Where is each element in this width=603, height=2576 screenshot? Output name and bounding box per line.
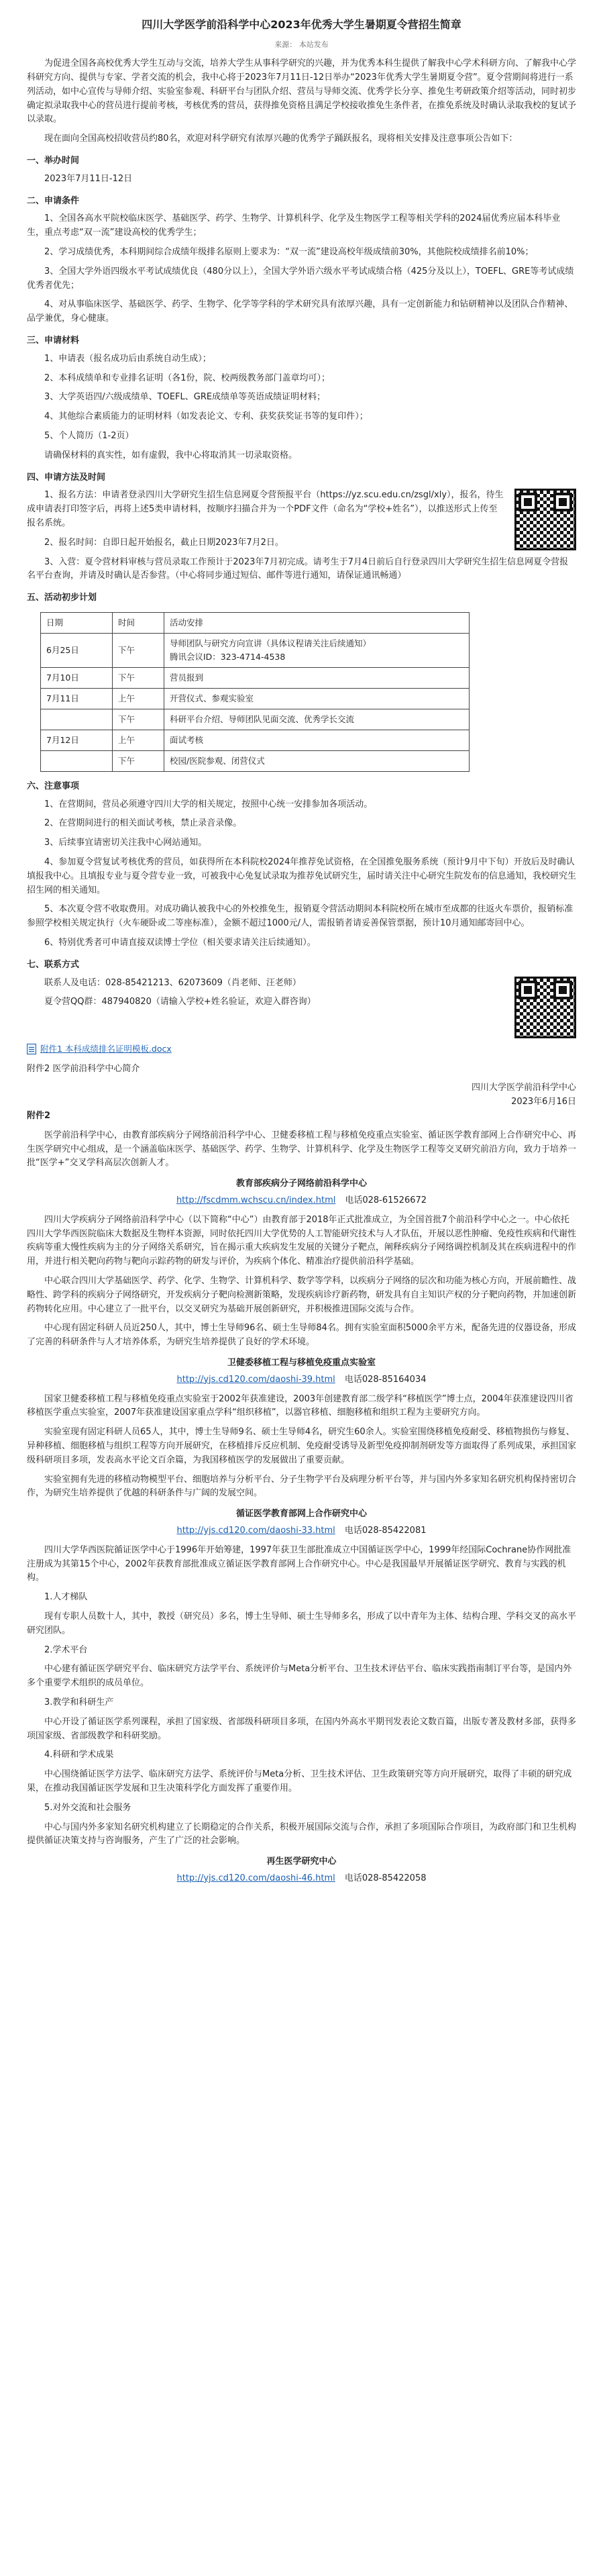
schedule-time: 上午 [113, 730, 164, 750]
lab-paragraph: 2.学术平台 [44, 1644, 88, 1655]
lab-url-link[interactable]: http://fscdmm.wchscu.cn/index.html [176, 1195, 336, 1206]
condition-item: 3、全国大学外语四级水平考试成绩优良（480分以上），全国大学外语六级水平考试成绩合格（425分及以上），TOEFL、GRE等考试成绩优秀者优先； [27, 266, 574, 291]
schedule-row [41, 750, 470, 771]
lab-title: 卫健委移植工程与移植免疫重点实验室 [227, 1358, 376, 1368]
lab-url-link[interactable]: http://yjs.cd120.com/daoshi-39.html [176, 1374, 335, 1385]
lab-paragraph: 中心开设了循证医学系列课程，承担了国家级、省部级科研项目多项，在国内外高水平期刊发表论文数百篇，出版专著及教材多部，获得多项国家级、省部级教学和科研奖励。 [27, 1716, 577, 1741]
lab-paragraph: 中心与国内外多家知名研究机构建立了长期稳定的合作关系，积极开展国际交流与合作，承担了多项国际合作项目，为政府部门和卫生机构提供循证决策支持与咨询服务，产生了广泛的社会影响。 [27, 1822, 577, 1846]
annex-heading: 附件2 [27, 1111, 51, 1122]
lab-paragraph: 实验室拥有先进的移植动物模型平台、细胞培养与分析平台、分子生物学平台及病理分析平台等，并与国内外多家知名研究机构保持密切合作，为研究生培养提供了优越的科研条件与广阔的发展空间。 [27, 1474, 577, 1499]
note-item: 5、本次夏令营不收取费用。对成功确认被我中心的外校推免生，报销夏令营活动期间本科院校所在城市至成都的往返火车票价，报销标准参照学校相关规定执行（火车硬卧或二等座标准），金额不超过1000元/人，需报销者请妥善保管票据，预计10月通知邮寄回中心。 [27, 904, 573, 929]
schedule-activity [164, 667, 470, 688]
schedule-date: 7月10日 [41, 667, 113, 688]
lab-paragraph: 中心围绕循证医学方法学、临床研究方法学、系统评价与Meta分析、卫生技术评估、卫生政策研究等方向开展研究，取得了丰硕的研究成果，在推动我国循证医学发展和卫生决策科学化方面发挥了重要作用。 [27, 1769, 572, 1793]
schedule-time: 下午 [113, 750, 164, 771]
application-item: 2、报名时间：自即日起开始报名，截止日期2023年7月2日。 [44, 537, 284, 548]
schedule-header-row [41, 612, 470, 633]
lab-paragraph: 中心联合四川大学基础医学、药学、化学、生物学、计算机科学、数学等学科，以疾病分子网络的层次和功能为核心方向，开展前瞻性、战略性、跨学科的疾病分子网络研究，开发疾病分子靶向检测新策略，发现疾病诊疗新药物，研发具有自主知识产权的分子靶向药物，并加速创新药物转化应用。中心建立了一批平台，以交叉研究为基础开展创新研究，并积极推进国际交流与合作。 [27, 1276, 577, 1314]
source-line: 来源： 本站发布 [274, 40, 329, 49]
signature-org: 四川大学医学前沿科学中心 [471, 1083, 576, 1093]
note-item: 3、后续事宜请密切关注我中心网站通知。 [44, 838, 207, 848]
lab-url-row [27, 1194, 576, 1208]
lab-paragraph: 中心建有循证医学研究平台、临床研究方法学平台、系统评价与Meta分析平台、卫生技术评估平台、临床实践指南制订平台等，是国内外多个重要学术组织的成员单位。 [27, 1664, 572, 1689]
schedule-table [40, 612, 470, 772]
schedule-date: 7月11日 [41, 688, 113, 709]
lab-paragraph: 3.教学和科研生产 [44, 1697, 114, 1707]
schedule-activity-line: 营员报到 [170, 672, 204, 683]
annex-lead: 医学前沿科学中心，由教育部疾病分子网络前沿科学中心、卫健委移植工程与移植免疫重点实验室、循证医学教育部网上合作研究中心、再生医学研究中心组成，是一个涵盖临床医学、基础医学、药学、生物学、计算机科学、化学及生物医学工程等交叉研究前沿方向，致力于培养一批“医学+”交叉学科高层次创新人才。 [27, 1130, 577, 1169]
lab-paragraph: 四川大学疾病分子网络前沿科学中心（以下简称“中心”）由教育部于2018年正式批准成立，为全国首批7个前沿科学中心之一。中心依托四川大学华西医院临床大数据及生物样本资源，同时依托四川大学优势的人工智能研究技术与人才队伍，开展以恶性肿瘤、免疫性疾病和代谢性疾病等重大慢性疾病为主的分子网络关系研究，旨在揭示重大疾病发生发展的关键分子靶点，阐释疾病分子网络调控机制及其在疾病进程中的作用，并进行相关靶向药物与靶向示踪药物的研发与评价，为疾病个体化、精准治疗提供前沿科学基础。 [27, 1214, 577, 1267]
intro-paragraph-1: 为促进全国各高校优秀大学生互动与交流，培养大学生从事科学研究的兴趣，并为优秀本科生提供了解我中心学术科研方向、了解我中心学科研究方向、提供与专家、学者交流的机会，我中心将于2023年7月11日-12日举办“2023年优秀大学生暑期夏令营”。夏令营期间将进行一系列活动，如中心宣传与导师介绍、实验室参观、科研平台与团队介绍、营员与导师交流、优秀学长分享、推免生考研政策介绍等活动，同时初步确定拟录取我中心的营员进行提前考核，考核优秀的营员，获得推免资格且满足学校接收推免生条件者，在推免系统及时确认录取我校的复试予以录取。 [27, 58, 577, 125]
schedule-activity [164, 750, 470, 771]
schedule-date [41, 750, 113, 771]
lab-phone: 电话028-61526672 [345, 1195, 427, 1206]
qr-code-icon [514, 489, 576, 550]
lab-title: 循证医学教育部网上合作研究中心 [235, 1509, 367, 1520]
schedule-activity [164, 730, 470, 750]
contact-phone: 联系人及电话：028-85421213、62073609（肖老师、汪老师） [44, 977, 301, 988]
application-item: 1、报名方法：申请者登录四川大学研究生招生信息网夏令营预报平台（https://yz.scu.edu.cn/zsgl/xly），报名，待生成申请表打印签字后，再将上述5类申请材料，按顺序扫描合并为一个PDF文件（命名为“学校+姓名”），以推送形式上传至报名系统。 [27, 490, 504, 528]
condition-item: 1、全国各高水平院校临床医学、基础医学、药学、生物学、计算机科学、化学及生物医学工程等相关学科的2024届优秀应届本科毕业生，重点考虑“双一流”建设高校的优秀学生； [27, 213, 561, 238]
schedule-activity [164, 633, 470, 667]
lab-title: 再生医学研究中心 [266, 1856, 337, 1867]
schedule-row [41, 730, 470, 750]
schedule-row [41, 633, 470, 667]
lab-url-link[interactable]: http://yjs.cd120.com/daoshi-46.html [176, 1873, 335, 1883]
condition-item: 2、学习成绩优秀，本科期间综合成绩年级排名原则上要求为：“双一流”建设高校年级成绩前30%，其他院校成绩排名前10%； [44, 246, 534, 257]
note-item: 4、参加夏令营复试考核优秀的营员，如获得所在本科院校2024年推荐免试资格，在全国推免服务系统（预计9月中下旬）开放后及时确认填报我中心。且填报专业与夏令营专业一致，可被我中心免复试录取为推荐免试研究生，届时请关注中心研究生院发布的信息通知，我校研究生招生网的相关通知。 [27, 857, 577, 895]
lab-url-row [27, 1872, 576, 1886]
material-item: 2、本科成绩单和专业排名证明（各1份，院、校两级教务部门盖章均可）； [44, 373, 331, 383]
section-heading-application: 四、申请方法及时间 [27, 472, 106, 483]
note-item: 1、在营期间，营员必须遵守四川大学的相关规定，按照中心统一安排参加各项活动。 [44, 799, 373, 809]
section-heading-notes: 六、注意事项 [27, 781, 80, 791]
material-item: 1、申请表（报名成功后由系统自动生成）； [44, 353, 211, 364]
material-note: 请确保材料的真实性，如有虚假，我中心将取消其一切录取资格。 [44, 450, 298, 460]
contact-block [27, 977, 576, 1038]
schedule-date: 6月25日 [41, 633, 113, 667]
contact-qq: 夏令营QQ群：487940820（请输入学校+姓名验证，欢迎入群咨询） [44, 997, 316, 1007]
schedule-time: 下午 [113, 667, 164, 688]
annex2-title: 附件2 医学前沿科学中心简介 [27, 1063, 140, 1074]
lab-url-row [27, 1524, 576, 1538]
schedule-row [41, 688, 470, 709]
schedule-activity [164, 688, 470, 709]
schedule-time: 上午 [113, 688, 164, 709]
note-item: 2、在营期间进行的相关面试考核，禁止录音录像。 [44, 818, 242, 829]
note-item: 6、特别优秀者可申请直接双读博士学位（相关要求请关注后续通知）。 [44, 938, 316, 948]
attachment-link[interactable]: 附件1 本科成绩排名证明模板.docx [40, 1043, 172, 1054]
qr-code-icon [514, 977, 576, 1038]
section-heading-time: 一、举办时间 [27, 155, 80, 166]
schedule-time: 下午 [113, 709, 164, 730]
lab-paragraph: 中心现有固定科研人员近250人，其中，博士生导师96名、硕士生导师84名。拥有实验室面积5000余平方米，配备先进的仪器设备，形成了完善的科研条件与人才培养体系，为研究生培养提供了良好的学术环境。 [27, 1323, 576, 1348]
schedule-activity-line: 科研平台介绍、导师团队见面交流、优秀学长交流 [170, 713, 355, 724]
labs-list [27, 1177, 576, 1885]
schedule-row [41, 667, 470, 688]
event-dates: 2023年7月11日-12日 [44, 173, 133, 184]
lab-paragraph: 1.人才梯队 [44, 1592, 88, 1603]
lab-paragraph: 实验室现有固定科研人员65人，其中，博士生导师9名、硕士生导师4名，研究生60余人。实验室围绕移植免疫耐受、移植物损伤与修复、异种移植、细胞移植与组织工程等方向开展研究，在移植排斥反应机制、免疫耐受诱导及新型免疫抑制剂研发等方面取得了系列成果，承担国家级科研项目多项，发表高水平论文百余篇，为我国移植医学的发展做出了重要贡献。 [27, 1427, 577, 1465]
material-item: 3、大学英语四/六级成绩单、TOEFL、GRE成绩单等英语成绩证明材料； [44, 392, 326, 403]
section-heading-materials: 三、申请材料 [27, 335, 80, 346]
application-block [27, 489, 576, 555]
application-item: 3、入营：夏令营材料审核与营员录取工作预计于2023年7月初完成。请考生于7月4日前后自行登录四川大学研究生招生信息网夏令营报名平台查询，并请及时确认是否参营。（中心将同步通过短信、邮件等进行通知，请保证通讯畅通） [27, 556, 569, 581]
lab-paragraph: 现有专职人员数十人，其中，教授（研究员）多名，博士生导师、硕士生导师多名，形成了以中青年为主体、结构合理、学科交叉的高水平研究团队。 [27, 1611, 577, 1636]
lab-phone: 电话028-85422081 [344, 1525, 427, 1536]
schedule-time: 下午 [113, 633, 164, 667]
material-item: 4、其他综合素质能力的证明材料（如发表论文、专利、获奖获奖证书等的复印件）； [44, 411, 368, 422]
lab-title: 教育部疾病分子网络前沿科学中心 [235, 1179, 367, 1189]
attachment-row [27, 1042, 576, 1056]
lab-url-link[interactable]: http://yjs.cd120.com/daoshi-33.html [176, 1525, 335, 1536]
schedule-activity-line: 校园/医院参观、闭营仪式 [170, 755, 265, 766]
lab-paragraph: 国家卫健委移植工程与移植免疫重点实验室于2002年获准建设，2003年创建教育部二级学科“移植医学”博士点，2004年获准建设四川省移植医学重点实验室，2007年获准建设国家重点学科“组织移植”，以器官移植、细胞移植和组织工程为主要研究方向。 [27, 1393, 573, 1418]
schedule-row [41, 709, 470, 730]
document-icon [27, 1044, 36, 1054]
lab-paragraph: 4.科研和学术成果 [44, 1750, 114, 1761]
lab-paragraph: 5.对外交流和社会服务 [44, 1802, 131, 1813]
schedule-date [41, 709, 113, 730]
lab-phone: 电话028-85164034 [344, 1374, 427, 1385]
condition-item: 4、对从事临床医学、基础医学、药学、生物学、化学等学科的学术研究具有浓厚兴趣，具有一定创新能力和钻研精神以及团队合作精神、品学兼优，身心健康。 [27, 299, 573, 324]
section-heading-conditions: 二、申请条件 [27, 195, 80, 206]
schedule-activity-line: 腾讯会议ID：323-4714-4538 [170, 651, 286, 662]
schedule-header-cell: 日期 [41, 612, 113, 633]
material-item: 5、个人简历（1-2页） [44, 430, 134, 441]
schedule-activity-line: 开营仪式、参观实验室 [170, 693, 254, 703]
lab-paragraph: 四川大学华西医院循证医学中心于1996年开始筹建，1997年获卫生部批准成立中国循证医学中心，1999年经国际Cochrane协作网批准注册成为其第15个中心，2002年获教育部批准成立循证医学教育部网上合作研究中心。中心是我国最早开展循证医学研究、教育与实践的机构。 [27, 1544, 571, 1583]
signature-date: 2023年6月16日 [511, 1097, 576, 1107]
schedule-activity-line: 面试考核 [170, 734, 204, 745]
schedule-header-cell: 活动安排 [164, 612, 470, 633]
section-heading-contact: 七、联系方式 [27, 959, 80, 970]
section-heading-schedule: 五、活动初步计划 [27, 593, 97, 603]
lab-url-row [27, 1373, 576, 1387]
schedule-activity-line: 导师团队与研究方向宣讲（具体议程请关注后续通知） [170, 638, 372, 648]
page-title: 四川大学医学前沿科学中心2023年优秀大学生暑期夏令营招生简章 [142, 18, 461, 31]
schedule-header-cell: 时间 [113, 612, 164, 633]
schedule-activity [164, 709, 470, 730]
lab-phone: 电话028-85422058 [344, 1873, 427, 1883]
schedule-date: 7月12日 [41, 730, 113, 750]
intro-paragraph-2: 现在面向全国高校招收营员约80名，欢迎对科学研究有浓厚兴趣的优秀学子踊跃报名，现将相关安排及注意事项公告如下： [44, 134, 518, 144]
